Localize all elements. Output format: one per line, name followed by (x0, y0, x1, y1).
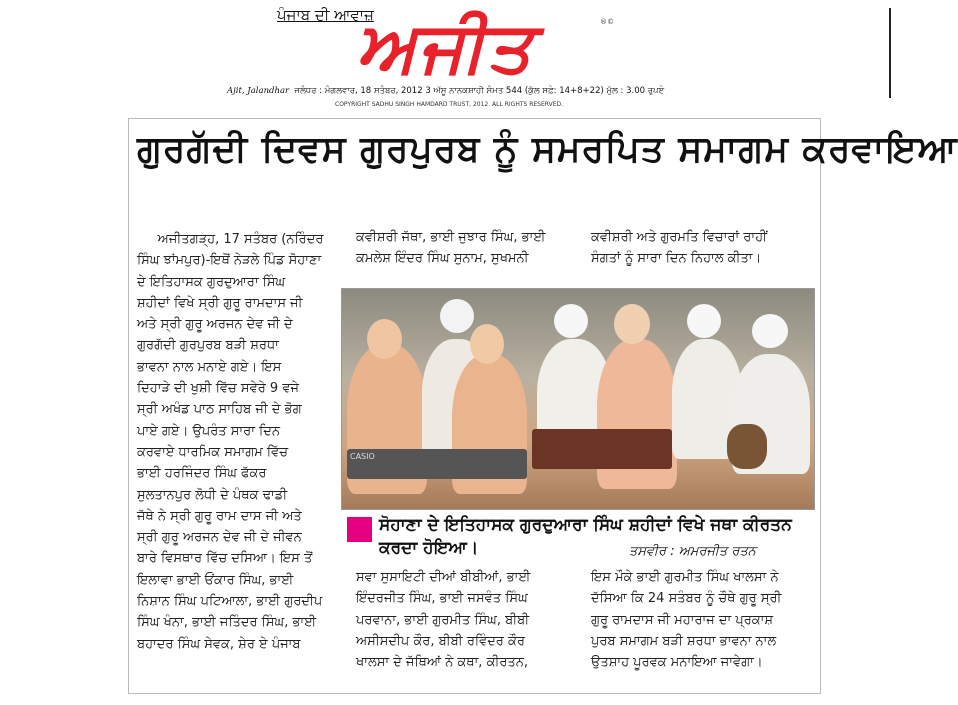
date-info: ਜਲੰਧਰ : ਮੰਗਲਵਾਰ, 18 ਸਤੰਬਰ, 2012 3 ਅੱਸੂ ਨਾਨਕਸ਼ਾਹੀ ਸੰਮਤ 544 (ਕੁੱਲ ਸਫ਼ੇ: 14+8+22) ਮੁੱਲ : 3.00 ਰੁਪਏ (294, 86, 665, 96)
article-line: ਉਤਸ਼ਾਹ ਪੂਰਵਕ ਮਨਾਇਆ ਜਾਵੇਗਾ। (591, 655, 763, 671)
photo-figure-head (367, 319, 402, 359)
article-line: ਇਸ ਮੌਕੇ ਭਾਈ ਗੁਰਮੀਤ ਸਿੰਘ ਖਾਲਸਾ ਨੇ (591, 570, 779, 585)
article-line: ਸਵਾ ਸੁਸਾਇਟੀ ਦੀਆਂ ਬੀਬੀਆਂ, ਭਾਈ (356, 570, 531, 585)
masthead-divider (889, 8, 891, 98)
photo-figure-head (470, 324, 504, 364)
article-line: ਅਤੇ ਸ੍ਰੀ ਗੁਰੂ ਅਰਜਨ ਦੇਵ ਜੀ ਦੇ (137, 317, 293, 333)
article-line: ਬਾਰੇ ਵਿਸਥਾਰ ਵਿੱਚ ਦਸਿਆ। ਇਸ ਤੋਂ (137, 551, 313, 567)
photo-credit: ਤਸਵੀਰ : ਅਮਰਜੀਤ ਰਤਨ (629, 544, 756, 559)
article-line: ਸ੍ਰੀ ਅਖੰਡ ਪਾਠ ਸਾਹਿਬ ਜੀ ਦੇ ਭੋਗ (137, 402, 302, 418)
article-line: ਸ੍ਰੀ ਗੁਰੂ ਅਰਜਨ ਦੇਵ ਜੀ ਦੇ ਜੀਵਨ (137, 530, 302, 546)
photo-figure-turban (554, 304, 588, 338)
article-line: ਨਿਸ਼ਾਨ ਸਿੰਘ ਪਟਿਆਲਾ, ਭਾਈ ਗੁਰਦੀਪ (137, 594, 323, 610)
keyboard-label: CASIO (350, 452, 375, 461)
article-line: ਪਰਵਾਨਾ, ਭਾਈ ਗੁਰਮੀਤ ਸਿੰਘ, ਬੀਬੀ (356, 612, 530, 628)
article-column-top-1 (356, 227, 586, 270)
article-line: ਪੁਰਬ ਸਮਾਗਮ ਬੜੀ ਸ਼ਰਧਾ ਭਾਵਨਾ ਨਾਲ (591, 633, 777, 649)
article-line: ਸਿੰਘ ਝਾਂਮਪੁਰ)-ਇਥੋਂ ਨੇੜਲੇ ਪਿੰਡ ਸੋਹਾਣਾ (137, 253, 322, 269)
article-line: ਸੁਲਤਾਨਪੁਰ ਲੋਧੀ ਦੇ ਪੰਥਕ ਢਾਡੀ (137, 487, 288, 503)
article-line: ਖਾਲਸਾ ਦੇ ਜੱਥਿਆਂ ਨੇ ਕਥਾ, ਕੀਰਤਨ, (356, 655, 528, 671)
article-line: ਸਿੰਘ ਖੰਨਾ, ਭਾਈ ਜਤਿੰਦਰ ਸਿੰਘ, ਭਾਈ (137, 615, 317, 631)
article-clipping (128, 118, 958, 694)
article-line: ਦੇ ਇਤਿਹਾਸਕ ਗੁਰਦੁਆਰਾ ਸਿੰਘ (137, 274, 286, 290)
article-line: ਪਾਏ ਗਏ। ਉਪਰੰਤ ਸਾਰਾ ਦਿਨ (137, 423, 280, 439)
masthead-tagline: ਪੰਜਾਬ ਦੀ ਆਵਾਜ਼ (277, 6, 374, 24)
edition-name: Ajit, Jalandhar (227, 86, 290, 96)
registered-mark: ®© (600, 18, 614, 26)
article-headline: ਗੁਰਗੱਦੀ ਦਿਵਸ ਗੁਰਪੁਰਬ ਨੂੰ ਸਮਰਪਿਤ ਸਮਾਗਮ ਕਰਵਾਇਆ (137, 129, 958, 170)
article-line: ਸ਼ਹੀਦਾਂ ਵਿਖੇ ਸ੍ਰੀ ਗੁਰੂ ਰਾਮਦਾਸ ਜੀ (137, 295, 303, 311)
article-column-top-2 (591, 227, 816, 270)
article-line: ਕਵੀਸ਼ਰੀ ਜੱਥਾ, ਭਾਈ ਜੁਝਾਰ ਸਿੰਘ, ਭਾਈ (356, 230, 546, 245)
photo-harmonium (532, 429, 672, 469)
photo-figure-turban (440, 299, 474, 333)
article-column-bottom-2 (591, 567, 816, 673)
masthead-dateline (227, 86, 664, 96)
article-line: ਕਮਲੇਸ਼ ਇੰਦਰ ਸਿੰਘ ਸੁਨਾਮ, ਸੁਖਮਨੀ (356, 251, 529, 267)
article-line: ਅਸੀਸਦੀਪ ਕੌਰ, ਬੀਬੀ ਰਵਿੰਦਰ ਕੌਰ (356, 633, 525, 649)
photo-figure-head (614, 304, 650, 344)
article-line: ਕਰਵਾਏ ਧਾਰਮਿਕ ਸਮਾਗਮ ਵਿੱਚ (137, 444, 289, 460)
article-line: ਗੁਰਗੱਦੀ ਗੁਰਪੁਰਬ ਬੜੀ ਸ਼ਰਧਾ (137, 338, 279, 354)
article-line: ਬਹਾਦਰ ਸਿੰਘ ਸੇਵਕ, ਸ਼ੇਰ ਏ ਪੰਜਾਬ (137, 636, 301, 652)
photo-keyboard (347, 449, 527, 479)
article-line: ਗੁਰੂ ਰਾਮਦਾਸ ਜੀ ਮਹਾਰਾਜ ਦਾ ਪ੍ਰਕਾਸ਼ (591, 612, 774, 628)
photo-caption: ਸੋਹਾਣਾ ਦੇ ਇਤਿਹਾਸਕ ਗੁਰਦੁਆਰਾ ਸਿੰਘ ਸ਼ਹੀਦਾਂ ਵਿਖੇ ਜਥਾ ਕੀਰਤਨ ਕਰਦਾ ਹੋਇਆ। (379, 515, 792, 558)
photo-figure-turban (687, 304, 721, 338)
newspaper-masthead (225, 0, 668, 110)
article-line: ਸੰਗਤਾਂ ਨੂੰ ਸਾਰਾ ਦਿਨ ਨਿਹਾਲ ਕੀਤਾ। (591, 251, 762, 267)
photo-tabla (727, 424, 767, 469)
article-line: ਕਵੀਸ਼ਰੀ ਅਤੇ ਗੁਰਮਤਿ ਵਿਚਾਰਾਂ ਰਾਹੀਂ (591, 230, 767, 245)
copyright-notice: COPYRIGHT SADHU SINGH HAMDARD TRUST, 2012. ALL RIGHTS RESERVED. (335, 101, 564, 108)
article-line: ਭਾਵਨਾ ਨਾਲ ਮਨਾਏ ਗਏ। ਇਸ (137, 359, 282, 375)
article-line: ਇੰਦਰਜੀਤ ਸਿੰਘ, ਭਾਈ ਜਸਵੰਤ ਸਿੰਘ (356, 591, 528, 607)
article-column-left (137, 229, 347, 655)
article-line: ਦਿਹਾੜੇ ਦੀ ਖੁਸ਼ੀ ਵਿੱਚ ਸਵੇਰੇ 9 ਵਜੇ (137, 381, 299, 397)
caption-marker (347, 517, 372, 542)
article-line: ਅਜੀਤਗੜ੍ਹ, 17 ਸਤੰਬਰ (ਨਰਿੰਦਰ (137, 232, 324, 247)
article-line: ਜੱਥੇ ਨੇ ਸ੍ਰੀ ਗੁਰੂ ਰਾਮ ਦਾਸ ਜੀ ਅਤੇ (137, 508, 302, 524)
article-line: ਇਲਾਵਾ ਭਾਈ ਓਂਕਾਰ ਸਿੰਘ, ਭਾਈ (137, 572, 294, 588)
photo-figure-turban (752, 314, 788, 348)
article-line: ਦੱਸਿਆ ਕਿ 24 ਸਤੰਬਰ ਨੂੰ ਚੌਥੇ ਗੁਰੂ ਸ੍ਰੀ (591, 591, 782, 607)
article-column-bottom-1 (356, 567, 584, 673)
article-line: ਭਾਈ ਹਰਜਿੰਦਰ ਸਿੰਘ ਫੱਕਰ (137, 466, 267, 482)
kirtan-photo (341, 288, 815, 510)
newspaper-logo: ਅਜੀਤ (356, 6, 534, 88)
